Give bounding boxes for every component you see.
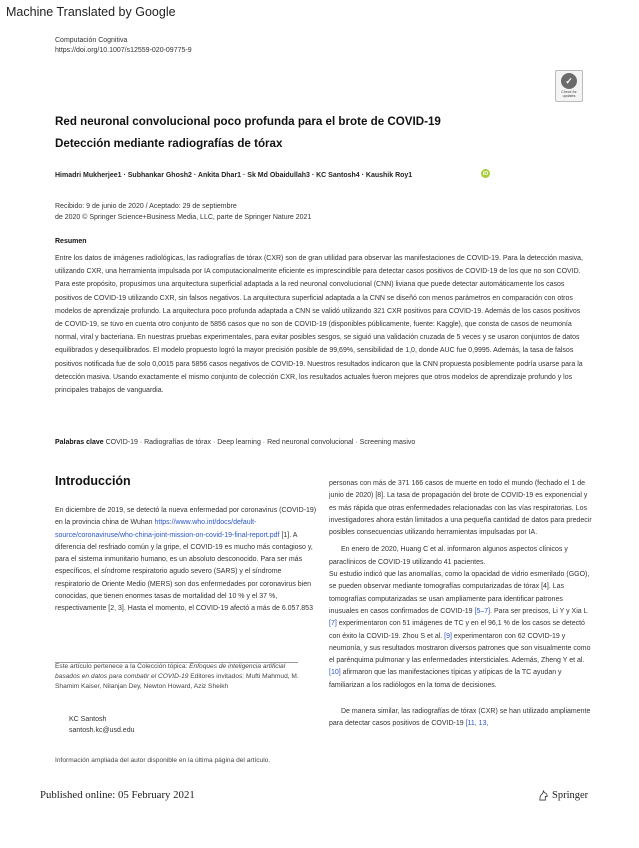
crossmark-line2: updates [562,94,576,98]
contact-name: KC Santosh [69,716,107,723]
footnote-collection-title: Enfoques de inteligencia artificial basados en datos para combatir el COVID-19 [55,663,286,680]
journal-name: Computación Cognitiva [55,37,128,44]
author-list: Himadri Mukherjee1 · Subhankar Ghosh2 · Ankita Dhar1 · Sk Md Obaidullah3 · KC Santosh4 · Kaushik Roy1 [55,172,413,179]
footnote-editors: Editores invitados: Mufti Mahmud, M. Shamim Kaiser, Nilanjan Dey, Newton Howard, Aziz Sheikh [55,672,299,690]
intro-left-column [55,505,317,616]
dates-line1: Recibido: 9 de junio de 2020 / Aceptado: 29 de septiembre [55,203,237,210]
affiliation-note: Información ampliada del autor disponible en la última página del artículo. [55,757,271,764]
contact-email[interactable]: santosh.kc@usd.edu [69,727,135,734]
p3-text-a: Su estudio indicó que las anomalías, como la opacidad de vidrio esmerilado (GGO), se pueden observar mediante tomografías computarizadas de tórax [4]. Las tomografías computarizadas se usan ampliamente para identificar patrones inusuales en casos confirmados de COVID-19 [329,571,590,615]
ref-10-link[interactable]: [10] [329,669,341,677]
p3-text-c: experimentaron con 51 imágenes de TC y en el 96,1 % de los casos se detectó con éxito la COVID-19. Zhou S et al. [329,620,585,640]
abstract-text: Entre los datos de imágenes radiológicas, las radiografías de tórax (CXR) son de gran utilidad para observar las manifestaciones de COVID-19. Para la detección masiva, utilizando CXR, una herramienta impulsada por IA computacionalmente eficiente es imprescindible para detectar casos positivos de COVID-19 de los que no son COVID. Para este propósito, propusimos una arquitectura superficial adaptada a la red neuronal convolucional (CNN) liviana que puede detectar automáticamente los casos positivos de COVID-19 utilizando CXR, sin falsos negativos. La arquitectura superficial adaptada a la CNN se diseñó con menos parámetros en comparación con otros modelos de aprendizaje profundo. La arquitectura poco profunda adaptada a CNN se validó utilizando 321 CXR positivos para COVID-19. Además de los casos positivos de COVID-19, se tuvo en cuenta otro conjunto de 5856 casos que no son de COVID-19 (disponibles públicamente, fuente: Kaggle), que consta de casos de neumonía normal, viral y bacteriana. En nuestras pruebas experimentales, para evitar posibles sesgos, se siguió una validación cruzada de 5 veces y se usaron conjuntos de datos equilibrados y desequilibrados. El modelo propuesto logró la mayor precisión posible de 99,69%, sensibilidad de 1,0, donde AUC fue 0,9995. Además, la tasa de falsos positivos notificada fue de solo 0,0015 para 5856 casos negativos de COVID-19. Nuestros resultados indicaron que la CNN propuesta posiblemente podría usarse para la detección masiva. Usando exactamente el mismo conjunto de colección CXR, los resultados actuales fueron mejores que otros modelos de aprendizaje profundo y los principales trabajos de vanguardia. [55,255,583,395]
abstract-heading: Resumen [55,238,87,245]
paper-subtitle: Detección mediante radiografías de tórax [55,137,283,150]
springer-horse-icon [538,790,549,801]
p4-text: De manera similar, las radiografías de tórax (CXR) se han utilizado ampliamente para detectar casos positivos de COVID-19 [329,708,591,728]
intro-right-column [329,478,592,731]
p3-text-e: afirmaron que las manifestaciones típicas y atípicas de la TC ayudan y familiarizan a los radiólogos en la toma de decisiones. [329,669,562,689]
right-paragraph-4 [329,706,592,731]
p3-text-d: experimentaron con 62 COVID-19 y neumonía, y sus resultados mostraron diversos patrones que son visualmente como el parénquima pulmonar y las enfermedades intersticiales. Además, Zheng Y et al. [329,632,591,665]
ref-7-link[interactable]: [7] [329,620,337,628]
right-paragraph-3 [329,569,592,692]
introduction-heading: Introducción [55,474,131,488]
crossmark-line1: Check for [561,90,577,94]
crossmark-label [561,90,576,98]
machine-translation-banner: Machine Translated by Google [6,5,176,19]
orcid-icon[interactable]: iD [482,170,489,177]
springer-logo [538,790,588,801]
ref-9-link[interactable]: [9] [444,632,452,640]
keywords-text: COVID-19 · Radiografías de tórax · Deep learning · Red neuronal convolucional · Screening masivo [103,439,416,446]
crossmark-icon: ✓ [561,73,577,89]
right-paragraph-1: personas con más de 371 166 casos de muerte en todo el mundo (fechado el 1 de junio de 2020) [8]. La tasa de propagación del brote de COVID-19 es exponencial y es más rápida que otras enfermedades relacionadas con las vías respiratorias. Los investigadores ahora están limitados a una pequeña cantidad de datos para predecir posibles consecuencias utilizando herramientas impulsadas por IA. [329,480,592,537]
intro-left-text-2: [1]. A diferencia del resfriado común y la gripe, el COVID-19 es mucho más contagioso y, para el sistema inmunitario humano, es un absoluto desconocido. Para ser más específicos, el síndrome respiratorio agudo severo (SARS) y el síndrome respiratorio de Oriente Medio (MERS) son dos enfermedades por coronavirus bien conocidas, que tienen enormes tasas de mortalidad del 10 % y el 37 %, respectivamente [2, 3]. Hasta el momento, el COVID-19 afectó a más de 6.057.853 [55,531,313,613]
ref-5-7-link[interactable]: [5–7] [474,607,491,615]
received-dates [55,202,311,223]
dates-line2: de 2020 © Springer Science+Business Media, LLC, parte de Springer Nature 2021 [55,213,312,221]
intro-left-text-1: En diciembre de 2019, se detectó la nueva enfermedad por coronavirus (COVID-19) en la provincia china de Wuhan [55,507,317,527]
corresponding-author [69,714,134,736]
paper-title: Red neuronal convolucional poco profunda para el brote de COVID-19 [55,115,441,128]
footnote-prefix: Este artículo pertenece a la Colección tópica: [55,663,190,670]
crossmark-badge[interactable] [555,70,583,102]
p3-text-b: . Para ser precisos, Li Y y Xia L [490,607,588,615]
doi-link[interactable]: https://doi.org/10.1007/s12559-020-09775-9 [55,47,192,54]
publisher-name: Springer [552,790,589,801]
keywords [55,439,590,446]
ref-11-13-link[interactable]: [11, 13, [465,720,489,728]
collection-footnote [55,662,300,691]
who-report-link[interactable]: https://www.who.int/docs/default-source/coronaviruse/who-china-joint-mission-on-covid-19-final-report.pdf [55,519,280,539]
published-online-date: Published online: 05 February 2021 [40,789,195,801]
right-paragraph-2: En enero de 2020, Huang C et al. informaron algunos aspectos clínicos y paraclínicos de COVID-19 utilizando 41 pacientes. [329,546,568,566]
keywords-label: Palabras clave [55,439,104,446]
